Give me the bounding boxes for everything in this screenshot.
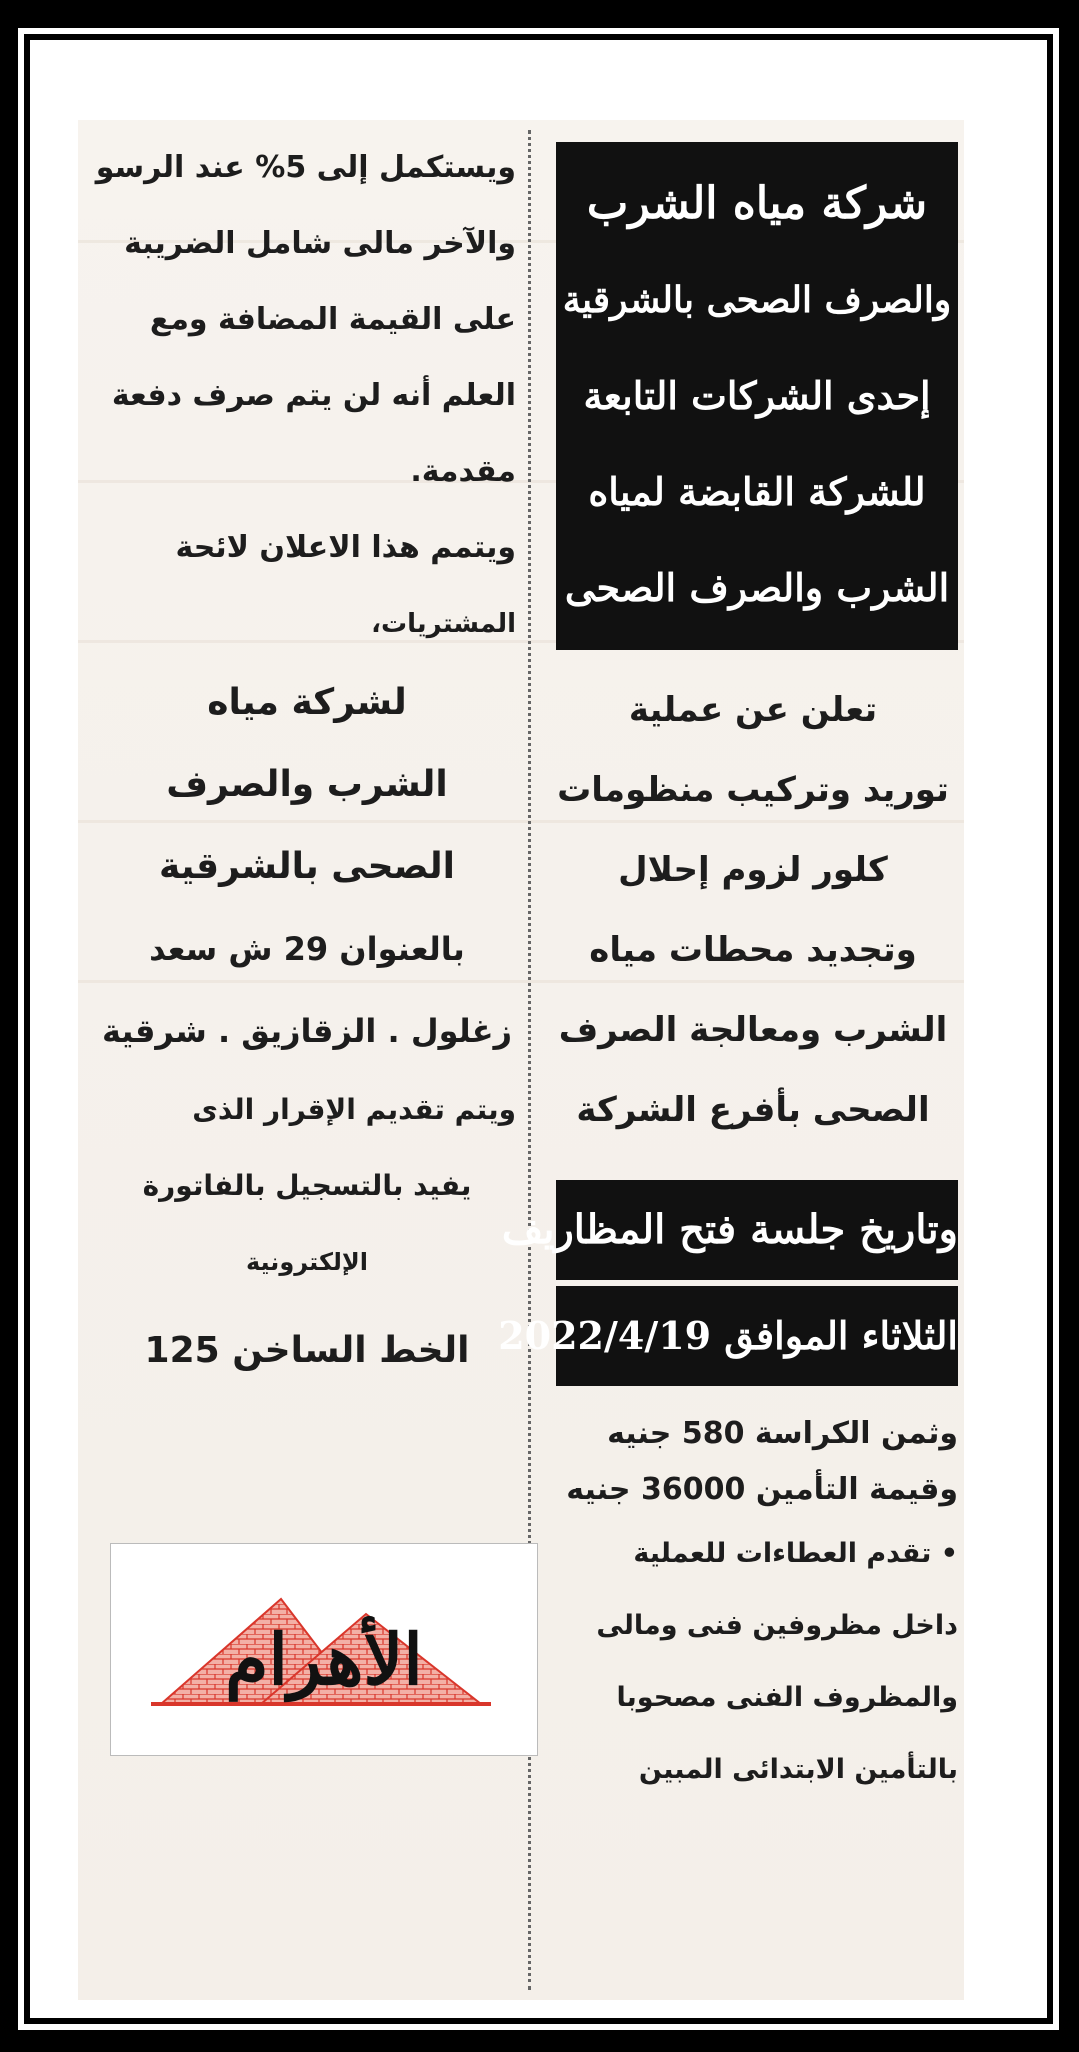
company-line: لشركة مياه bbox=[207, 682, 407, 723]
address-line: زغلول . الزقازيق . شرقية bbox=[102, 1012, 512, 1050]
date-title: وتاريخ جلسة فتح المظاريف bbox=[501, 1206, 958, 1253]
text-line: العلم أنه لن يتم صرف دفعة bbox=[111, 378, 516, 413]
terms-line: داخل مظروفين فنى ومالى bbox=[596, 1610, 958, 1641]
announcement bbox=[548, 670, 958, 1150]
announce-line: توريد وتركيب منظومات bbox=[557, 770, 949, 810]
announce-line: وتجديد محطات مياه bbox=[589, 930, 917, 970]
title-line: شركة مياه الشرب bbox=[586, 178, 928, 229]
price-line: وثمن الكراسة 580 جنيه bbox=[607, 1416, 958, 1451]
left-column bbox=[95, 130, 516, 1396]
text-line: المشتريات، bbox=[371, 609, 516, 639]
hotline: الخط الساخن 125 bbox=[144, 1330, 470, 1371]
company-line: الشرب والصرف bbox=[166, 764, 448, 805]
date-box bbox=[498, 1180, 958, 1386]
announce-line: كلور لزوم إحلال bbox=[618, 850, 888, 890]
terms-line: بالتأمين الابتدائى المبين bbox=[638, 1754, 958, 1785]
terms-line: • تقدم العطاءات للعملية bbox=[633, 1538, 958, 1569]
title-line: للشركة القابضة لمياه bbox=[588, 469, 926, 514]
ahram-logo bbox=[110, 1543, 538, 1756]
text-line: يفيد بالتسجيل بالفاتورة bbox=[142, 1169, 472, 1202]
price-block bbox=[548, 1406, 958, 1518]
text-line: والآخر مالى شامل الضريبة bbox=[124, 226, 516, 261]
announce-line: تعلن عن عملية bbox=[628, 690, 878, 730]
date-value: الثلاثاء الموافق 2022/4/19 bbox=[498, 1313, 958, 1358]
logo-text: الأهرام bbox=[225, 1618, 423, 1701]
text-line: الإلكترونية bbox=[245, 1248, 369, 1276]
text-line: على القيمة المضافة ومع bbox=[149, 302, 516, 337]
announce-line: الصحى بأفرع الشركة bbox=[576, 1090, 930, 1130]
title-line: إحدى الشركات التابعة bbox=[583, 373, 931, 418]
announce-line: الشرب ومعالجة الصرف bbox=[558, 1010, 948, 1050]
title-line: الشرب والصرف الصحى bbox=[564, 565, 950, 610]
terms-line: والمظروف الفنى مصحوبا bbox=[616, 1682, 958, 1713]
company-title-box bbox=[556, 142, 958, 650]
text-line: ويتم تقديم الإقرار الذى bbox=[192, 1093, 516, 1126]
terms-block bbox=[548, 1518, 958, 1806]
company-line: الصحى بالشرقية bbox=[159, 846, 455, 887]
right-column bbox=[498, 130, 958, 1806]
text-line: ويتمم هذا الاعلان لائحة bbox=[175, 530, 516, 565]
price-line: وقيمة التأمين 36000 جنيه bbox=[566, 1472, 958, 1507]
title-line: والصرف الصحى بالشرقية bbox=[562, 279, 952, 321]
pyramid-logo-icon bbox=[111, 1544, 537, 1755]
address-line: بالعنوان 29 ش سعد bbox=[149, 930, 465, 968]
text-line: مقدمة. bbox=[410, 454, 516, 489]
text-line: ويستكمل إلى 5% عند الرسو bbox=[95, 150, 516, 185]
